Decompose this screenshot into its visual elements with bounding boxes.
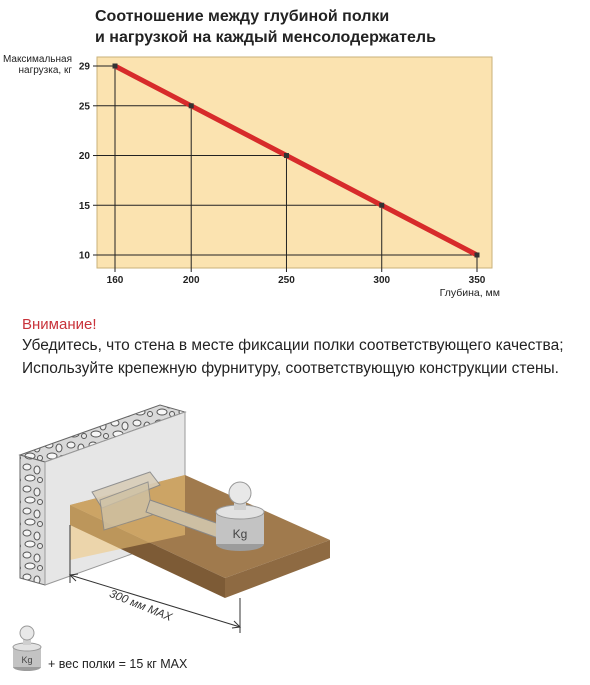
x-axis-label: Глубина, мм <box>439 287 500 299</box>
data-point <box>113 64 118 69</box>
y-tick-label: 15 <box>78 200 90 212</box>
y-tick-label: 10 <box>78 250 90 262</box>
chart-title-line1: Соотношение между глубиной полки <box>95 8 390 25</box>
mini-weight-icon <box>10 625 44 673</box>
footer-text: + вес полки = 15 кг MAX <box>48 657 188 671</box>
data-point <box>284 153 289 158</box>
warning-line-2: Используйте крепежную фурнитуру, соответствующую конструкции стены. <box>22 360 559 377</box>
warning-title: Внимание! <box>22 316 97 333</box>
weight-label: Kg <box>232 527 248 541</box>
x-tick-label: 160 <box>106 275 124 286</box>
y-tick-label: 29 <box>78 61 90 73</box>
y-tick-label: 25 <box>78 101 90 113</box>
mini-weight-label: Kg <box>21 655 33 665</box>
y-tick-label: 20 <box>78 151 90 163</box>
x-tick-label: 250 <box>278 275 295 286</box>
x-tick-label: 350 <box>468 275 486 286</box>
line-chart <box>0 0 590 310</box>
warning-line-1: Убедитесь, что стена в месте фиксации полки соответствующего качества; <box>22 337 564 354</box>
x-tick-label: 300 <box>373 275 391 286</box>
depth-label: 300 мм MAX <box>107 588 174 624</box>
bracket-illustration <box>0 395 590 685</box>
x-tick-label: 200 <box>182 275 200 286</box>
data-point <box>475 253 480 258</box>
data-point <box>379 203 384 208</box>
chart-title-line2: и нагрузкой на каждый менсолодержатель <box>95 29 436 46</box>
y-axis-label: Максимальная нагрузка, кг <box>2 54 72 76</box>
data-point <box>189 103 194 108</box>
